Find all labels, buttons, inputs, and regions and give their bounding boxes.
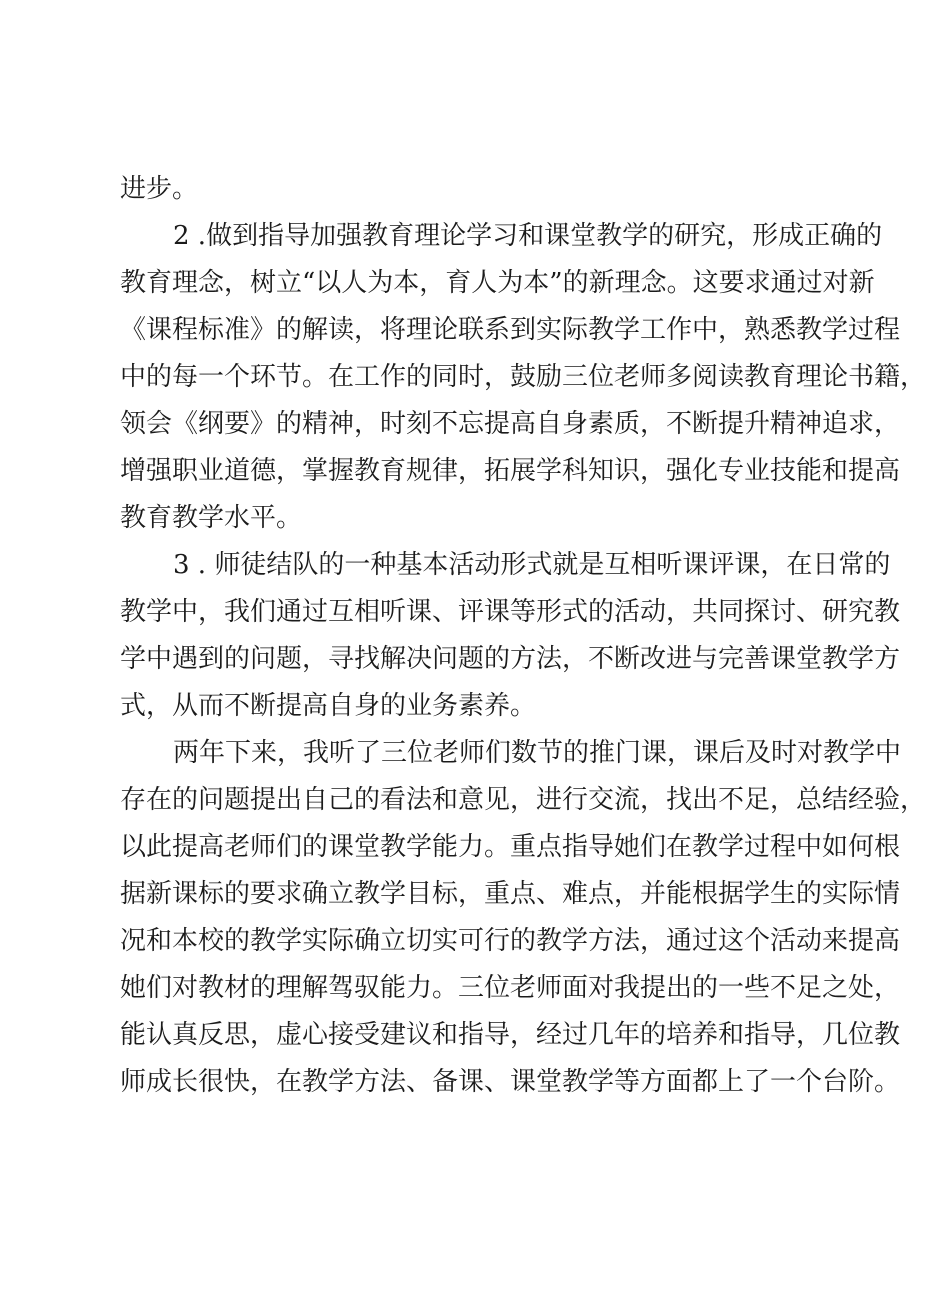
paragraph-2-line: 领会《纲要》的精神，时刻不忘提高自身素质，不断提升精神追求，: [120, 409, 901, 439]
paragraph-4-line: 以此提高老师们的课堂教学能力。重点指导她们在教学过程中如何根: [120, 832, 901, 862]
paragraph-3-line: 式，从而不断提高自身的业务素养。: [120, 691, 537, 721]
paragraph-4-line: 据新课标的要求确立教学目标，重点、难点，并能根据学生的实际情: [120, 879, 901, 909]
paragraph-4-line: 存在的问题提出自己的看法和意见，进行交流，找出不足，总结经验，: [120, 785, 926, 815]
paragraph-2-line: 教育教学水平。: [120, 503, 303, 533]
paragraph-2-line: 中的每一个环节。在工作的同时，鼓励三位老师多阅读教育理论书籍，: [120, 362, 926, 392]
text-line: 进步。: [120, 174, 199, 204]
document-body: [120, 166, 926, 1106]
paragraph-4-line: 她们对教材的理解驾驭能力。三位老师面对我提出的一些不足之处，: [120, 973, 901, 1003]
paragraph-3-line: 学中遇到的问题，寻找解决问题的方法，不断改进与完善课堂教学方: [120, 644, 901, 674]
paragraph-2-line: 教育理念，树立“以人为本，育人为本”的新理念。这要求通过对新: [120, 268, 875, 298]
paragraph-2-line: 《课程标准》的解读，将理论联系到实际教学工作中，熟悉教学过程: [120, 315, 901, 345]
paragraph-3-line: 3 . 师徒结队的一种基本活动形式就是互相听课评课，在日常的: [173, 550, 891, 580]
paragraph-2-line: 增强职业道德，掌握教育规律，拓展学科知识，强化专业技能和提高: [120, 456, 901, 486]
paragraph-4-line: 能认真反思，虚心接受建议和指导，经过几年的培养和指导，几位教: [120, 1020, 901, 1050]
paragraph-4-line: 师成长很快，在教学方法、备课、课堂教学等方面都上了一个台阶。: [120, 1067, 901, 1097]
paragraph-2-line: 2 .做到指导加强教育理论学习和课堂教学的研究，形成正确的: [173, 221, 883, 251]
paragraph-4-line: 两年下来，我听了三位老师们数节的推门课，课后及时对教学中: [173, 738, 902, 768]
paragraph-4-line: 况和本校的教学实际确立切实可行的教学方法，通过这个活动来提高: [120, 926, 901, 956]
paragraph-3-line: 教学中，我们通过互相听课、评课等形式的活动，共同探讨、研究教: [120, 597, 901, 627]
